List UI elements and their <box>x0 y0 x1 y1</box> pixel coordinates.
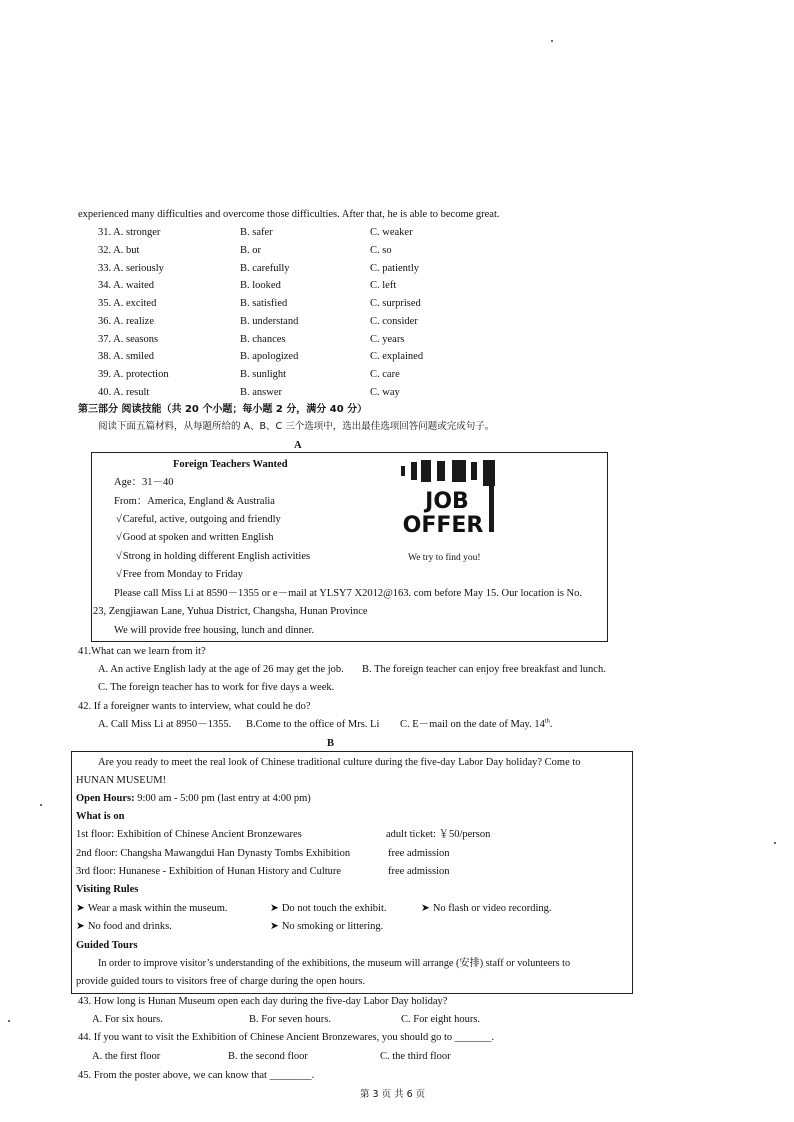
intro-line: experienced many difficulties and overcome those difficulties. After that, he is able to become great. <box>78 209 500 220</box>
job-offer-image <box>397 460 503 546</box>
option-b: B. carefully <box>240 263 290 274</box>
option-b: B. looked <box>240 280 281 291</box>
option-c: C. left <box>370 280 397 291</box>
open-hours <box>76 793 311 806</box>
q44-option-a: A. the first floor <box>92 1051 161 1062</box>
q42-option-c <box>400 719 553 732</box>
option-c: C. explained <box>370 351 424 362</box>
question-43: 43. How long is Hunan Museum open each day during the five-day Labor Day holiday? <box>78 996 448 1007</box>
requirement-text: Strong in holding different English activities <box>122 551 311 562</box>
requirement-item <box>116 569 243 582</box>
passage-b-intro-2: HUNAN MUSEUM! <box>76 775 167 786</box>
requirement-item <box>116 532 274 545</box>
offer-text: OFFER <box>402 513 484 538</box>
question-42: 42. If a foreigner wants to interview, what could he do? <box>78 701 311 712</box>
q43-option-a: A. For six hours. <box>92 1014 163 1025</box>
check-icon: √ <box>116 532 122 543</box>
option-a: 31. A. stronger <box>98 227 161 238</box>
option-c: C. patiently <box>370 263 419 274</box>
option-b: B. answer <box>240 387 282 398</box>
scan-speck <box>8 1020 10 1022</box>
arrow-bullet-icon: ➤ <box>76 903 85 914</box>
option-a: 38. A. smiled <box>98 351 155 362</box>
requirement-text: Good at spoken and written English <box>122 532 274 543</box>
floor-name: 1st floor: Exhibition of Chinese Ancient Bronzewares <box>76 829 302 840</box>
job-text: JOB <box>425 489 469 514</box>
option-a: 37. A. seasons <box>98 334 159 345</box>
tours-line-2: provide guided tours to visitors free of charge during the open hours. <box>76 976 366 987</box>
scan-speck <box>551 40 553 42</box>
option-b: B. safer <box>240 227 273 238</box>
scan-speck <box>40 804 42 806</box>
q42-option-c-end: . <box>549 719 553 730</box>
passage-a-from: From：America, England & Australia <box>114 496 275 507</box>
provide-line: We will provide free housing, lunch and dinner. <box>114 625 315 636</box>
option-b: B. or <box>240 245 261 256</box>
check-icon: √ <box>116 551 122 562</box>
visiting-rules-heading: Visiting Rules <box>76 884 139 895</box>
floor-price: adult ticket: ￥50/person <box>386 829 491 840</box>
q42-option-c-sup: th <box>544 717 550 725</box>
floor-name: 2nd floor: Changsha Mawangdui Han Dynasty Tombs Exhibition <box>76 848 351 859</box>
rule-text: No smoking or littering. <box>281 921 384 932</box>
rule-text: No flash or video recording. <box>432 903 552 914</box>
passage-b-letter: B <box>327 738 335 749</box>
passage-a-title: Foreign Teachers Wanted <box>173 459 288 470</box>
open-hours-label: Open Hours: <box>76 793 135 804</box>
page-number: 第 3 页 共 6 页 <box>360 1089 426 1100</box>
scan-speck <box>774 842 776 844</box>
question-45: 45. From the poster above, we can know that ________. <box>78 1070 315 1081</box>
rule-text: Do not touch the exhibit. <box>281 903 387 914</box>
passage-a-age: Age：31－40 <box>114 477 174 488</box>
q42-option-c-text: C. E－mail on the date of May. 14 <box>400 719 545 730</box>
option-a: 40. A. result <box>98 387 150 398</box>
q43-option-b: B. For seven hours. <box>249 1014 331 1025</box>
rule-item <box>76 903 228 916</box>
tours-line-1: In order to improve visitor’s understanding of the exhibitions, the museum will arrange (安排) staff or volunteers to <box>98 958 571 969</box>
check-icon: √ <box>116 569 122 580</box>
option-b: B. apologized <box>240 351 299 362</box>
q41-option-a: A. An active English lady at the age of 26 may get the job. <box>98 664 344 675</box>
floor-price: free admission <box>388 866 450 877</box>
passage-a-letter: A <box>294 440 302 451</box>
q43-option-c: C. For eight hours. <box>401 1014 481 1025</box>
q44-option-b: B. the second floor <box>228 1051 308 1062</box>
open-hours-value: 9:00 am - 5:00 pm (last entry at 4:00 pm) <box>137 793 311 804</box>
option-c: C. way <box>370 387 400 398</box>
requirement-item <box>116 551 310 564</box>
option-c: C. so <box>370 245 392 256</box>
option-c: C. consider <box>370 316 418 327</box>
option-b: B. understand <box>240 316 299 327</box>
rule-text: No food and drinks. <box>87 921 172 932</box>
question-44: 44. If you want to visit the Exhibition of Chinese Ancient Bronzewares, you should go to _______. <box>78 1032 495 1043</box>
option-a: 39. A. protection <box>98 369 169 380</box>
option-c: C. years <box>370 334 405 345</box>
rule-item <box>270 903 387 916</box>
q41-option-c: C. The foreign teacher has to work for five days a week. <box>98 682 335 693</box>
requirement-text: Careful, active, outgoing and friendly <box>122 514 281 525</box>
option-b: B. sunlight <box>240 369 287 380</box>
option-a: 34. A. waited <box>98 280 154 291</box>
part3-instruction: 阅读下面五篇材料，从每题所给的 A、B、C 三个选项中，选出最佳选项回答问题或完成句子。 <box>98 421 495 432</box>
rule-text: Wear a mask within the museum. <box>87 903 228 914</box>
q42-option-a: A. Call Miss Li at 8950－1355. <box>98 719 232 730</box>
q44-option-c: C. the third floor <box>380 1051 451 1062</box>
option-a: 33. A. seriously <box>98 263 164 274</box>
option-a: 32. A. but <box>98 245 140 256</box>
whats-on-heading: What is on <box>76 811 125 822</box>
arrow-bullet-icon: ➤ <box>76 921 85 932</box>
floor-name: 3rd floor: Hunanese - Exhibition of Hunan History and Culture <box>76 866 342 877</box>
requirement-text: Free from Monday to Friday <box>122 569 243 580</box>
job-caption: We try to find you! <box>408 553 481 563</box>
arrow-bullet-icon: ➤ <box>270 921 279 932</box>
option-c: C. surprised <box>370 298 421 309</box>
option-c: C. weaker <box>370 227 413 238</box>
rule-item <box>270 921 383 934</box>
requirement-item <box>116 514 281 527</box>
rule-item <box>76 921 172 934</box>
passage-b-intro-1: Are you ready to meet the real look of Chinese traditional culture during the five-day Labor Day holiday? Come to <box>98 757 581 768</box>
option-a: 35. A. excited <box>98 298 157 309</box>
rule-item <box>421 903 552 916</box>
option-b: B. chances <box>240 334 286 345</box>
option-c: C. care <box>370 369 400 380</box>
arrow-bullet-icon: ➤ <box>421 903 430 914</box>
arrow-bullet-icon: ➤ <box>270 903 279 914</box>
guided-tours-heading: Guided Tours <box>76 940 138 951</box>
option-b: B. satisfied <box>240 298 288 309</box>
contact-line-1: Please call Miss Li at 8590－1355 or e－mail at YLSY7 X2012@163. com before May 15. Our location is No. <box>114 588 582 599</box>
part3-title: 第三部分 阅读技能（共 20 个小题；每小题 2 分，满分 40 分） <box>78 404 368 415</box>
q41-option-b: B. The foreign teacher can enjoy free breakfast and lunch. <box>362 664 606 675</box>
contact-line-2: 23, Zengjiawan Lane, Yuhua District, Changsha, Hunan Province <box>93 606 368 617</box>
q42-option-b: B.Come to the office of Mrs. Li <box>246 719 380 730</box>
option-a: 36. A. realize <box>98 316 154 327</box>
floor-price: free admission <box>388 848 450 859</box>
question-41: 41.What can we learn from it? <box>78 646 206 657</box>
check-icon: √ <box>116 514 122 525</box>
